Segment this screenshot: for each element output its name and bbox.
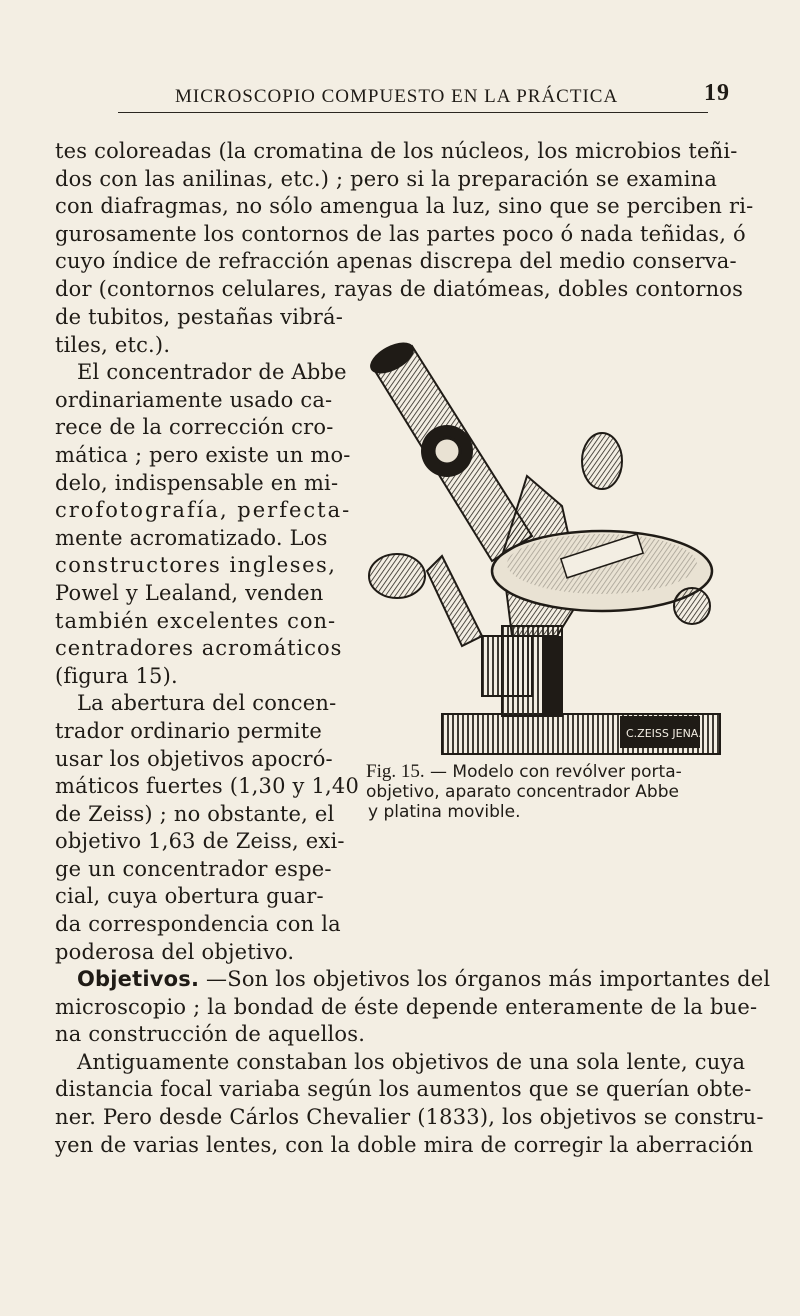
text-line: poderosa del objetivo. (55, 939, 295, 964)
text-line: también excelentes con- (55, 608, 337, 633)
text-line: trador ordinario permite (55, 718, 322, 743)
text-line: ge un concentrador espe- (55, 856, 332, 881)
objetivos-paragraph (55, 966, 771, 1159)
text-line: tiles, etc.). (55, 332, 171, 357)
text-line: mente acromatizado. Los (55, 525, 328, 550)
text-line: máticos fuertes (1,30 y 1,40 (55, 774, 360, 799)
text-line: crofotografía, perfecta- (55, 498, 352, 523)
column-text (55, 304, 360, 966)
text-line: delo, indispensable en mi- (55, 470, 339, 495)
text-line: dos con las anilinas, etc.) ; pero si la preparación se examina (55, 166, 718, 191)
text-line: de tubitos, pestañas vibrá- (55, 305, 344, 329)
text-line: La abertura del concen- (77, 691, 337, 716)
text-line: distancia focal variaba según los aumentos que se querían obte- (55, 1077, 752, 1102)
text-line: ordinariamente usado ca- (55, 387, 333, 412)
microscope-illustration (352, 336, 722, 756)
intro-paragraph (55, 138, 754, 304)
text-line: mática ; pero existe un mo- (55, 442, 351, 467)
text-line: yen de varias lentes, con la doble mira de corregir la aberración (55, 1132, 754, 1157)
running-header (55, 80, 730, 110)
text-line: constructores ingleses, (55, 553, 337, 578)
text-line: —Son los objetivos los órganos más importantes del (206, 967, 771, 991)
figure-caption (366, 762, 726, 822)
text-line: dor (contornos celulares, rayas de diatómeas, dobles contornos (55, 276, 744, 301)
figure-label: Fig. 15. (366, 761, 425, 782)
text-line: Antiguamente constaban los objetivos de una sola lente, cuya (77, 1049, 746, 1074)
text-line: cuyo índice de refracción apenas discrepa del medio conserva- (55, 249, 737, 274)
text-line: gurosamente los contornos de las partes poco ó nada teñidas, ó (55, 221, 746, 246)
section-heading: Objetivos. (77, 967, 200, 991)
engraved-brand: C.ZEISS JENA. (626, 727, 702, 740)
microscope-figure (352, 336, 722, 756)
text-line: objetivo 1,63 de Zeiss, exi- (55, 829, 345, 854)
text-line: centradores acromáticos (55, 636, 343, 661)
text-line: cial, cuya obertura guar- (55, 884, 324, 909)
caption-line: objetivo, aparato concentrador Abbe (366, 782, 679, 802)
text-line: ner. Pero desde Cárlos Chevalier (1833), los objetivos se constru- (55, 1104, 764, 1129)
text-line: tes coloreadas (la cromatina de los núcleos, los microbios teñi- (55, 139, 738, 163)
header-title: MICROSCOPIO COMPUESTO EN LA PRÁCTICA (175, 86, 619, 107)
text-line: na construcción de aquellos. (55, 1022, 366, 1047)
text-line: El concentrador de Abbe (77, 360, 347, 385)
text-line: microscopio ; la bondad de éste depende enteramente de la bue- (55, 994, 758, 1019)
text-line: da correspondencia con la (55, 912, 341, 937)
header-rule (118, 112, 708, 113)
text-line: (figura 15). (55, 663, 178, 688)
caption-line: y platina movible. (368, 802, 521, 822)
caption-line: — Modelo con revólver porta- (430, 762, 682, 782)
text-line: rece de la corrección cro- (55, 415, 334, 440)
text-line: usar los objetivos apocró- (55, 746, 333, 771)
text-line: de Zeiss) ; no obstante, el (55, 801, 335, 826)
page-number: 19 (704, 80, 730, 106)
text-line: con diafragmas, no sólo amengua la luz, sino que se perciben ri- (55, 194, 754, 219)
text-line: Powel y Lealand, venden (55, 580, 324, 605)
